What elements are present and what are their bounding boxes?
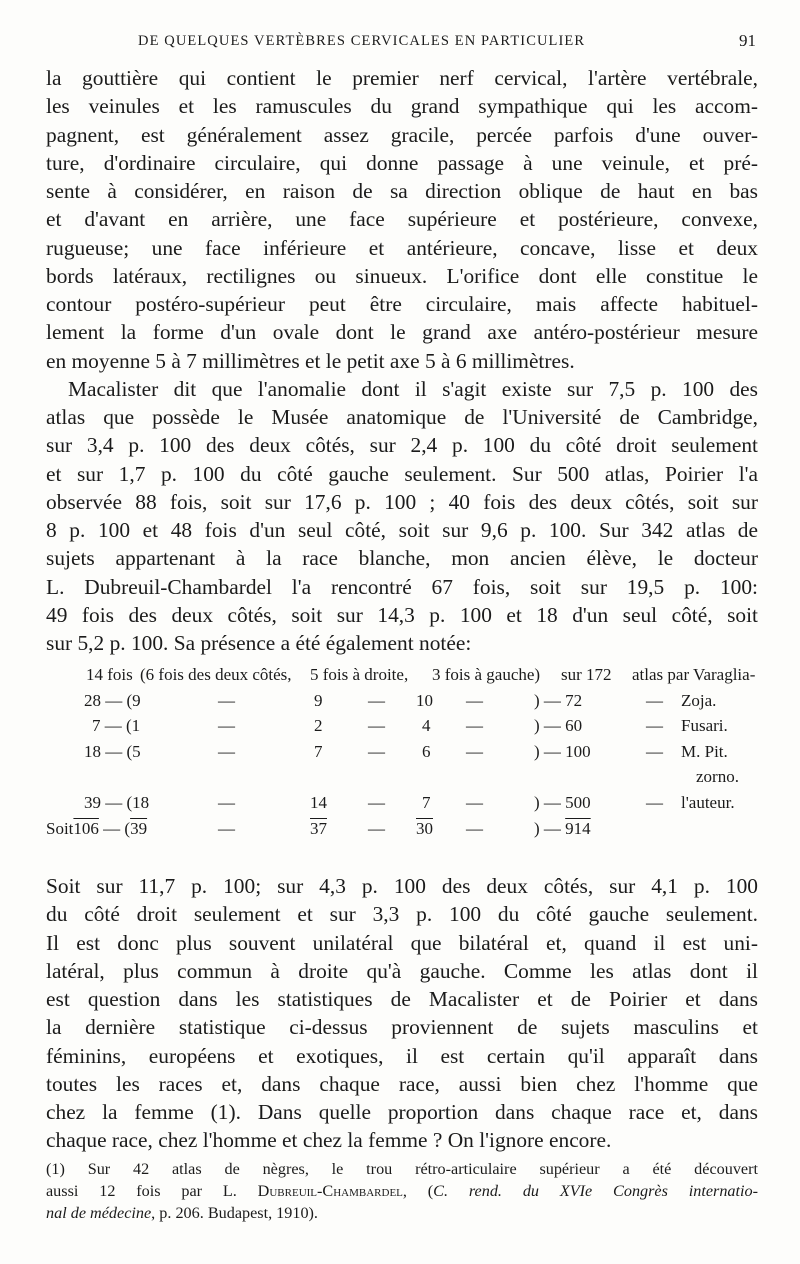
- sum-both: 39: [130, 818, 148, 838]
- footnote-text: aussi 12 fois par L.: [46, 1182, 258, 1200]
- body-text: [46, 64, 758, 657]
- cell-right: 5 fois à droite,: [310, 665, 409, 684]
- text-line: Macalister dit que l'anomalie dont il s'agit existe sur 7,5 p. 100 des: [68, 376, 758, 401]
- paragraph-2: [46, 375, 758, 658]
- cell-dash: —: [368, 792, 385, 812]
- text-line: latéral, plus commun à droite qu'à gauche. Comme les atlas dont il: [46, 958, 758, 983]
- table-header-row: [46, 662, 766, 688]
- cell-dash: —: [466, 818, 483, 838]
- text-line: sur 3,4 p. 100 des deux côtés, sur 2,4 p. 100 du côté droit seulement: [46, 433, 758, 458]
- cell-dash: —: [368, 741, 385, 761]
- cell-total: 14 fois: [86, 665, 133, 684]
- cell-author: Fusari.: [681, 716, 728, 736]
- cell-dash: —: [466, 741, 483, 761]
- cell-left: 10: [416, 690, 433, 710]
- footnote-text: , p. 206. Budapest, 1910).: [151, 1204, 318, 1222]
- text-line: et sur 1,7 p. 100 du côté gauche seulement. Sur 500 atlas, Poirier l'a: [46, 461, 758, 486]
- text-line: chaque race, chez l'homme et chez la femme ? On l'ignore encore.: [46, 1128, 612, 1153]
- text-line: du côté droit seulement et sur 3,3 p. 100 du côté gauche seulement.: [46, 902, 758, 927]
- text-line: atlas que possède le Musée anatomique de l'Université de Cambridge,: [46, 405, 758, 429]
- text-line: sur 5,2 p. 100. Sa présence a été également notée:: [46, 631, 472, 655]
- text-line: ture, d'ordinaire circulaire, qui donne passage à une veinule, et pré-: [46, 150, 758, 175]
- cell-dash: —: [218, 741, 235, 761]
- cell-dash: —: [368, 818, 385, 838]
- text-line: contour postéro-supérieur peut être circulaire, mais affecte habituel-: [46, 292, 758, 316]
- cell-dash: —: [646, 690, 663, 710]
- footnote-text: , (: [402, 1182, 434, 1200]
- cell-author: l'auteur.: [681, 792, 735, 812]
- cell-dash: —: [218, 716, 235, 736]
- text-line: observée 88 fois, soit sur 17,6 p. 100 ; 40 fois des deux côtés, soit sur: [46, 489, 758, 514]
- footnote-line: (1) Sur 42 atlas de nègres, le trou rétro-articulaire supérieur a été découvert: [46, 1160, 758, 1178]
- text-line: 49 fois des deux côtés, soit sur 14,3 p. 100 et 18 d'un seul côté, soit: [46, 602, 758, 627]
- table-row: [46, 713, 766, 739]
- cell-right: 14: [310, 792, 327, 812]
- cell-atlas: ) — 60: [534, 716, 583, 736]
- sum-total: 106: [73, 818, 99, 838]
- text-line: sujets appartenant à la race blanche, mon ancien élève, le docteur: [46, 546, 758, 571]
- cell-dash: —: [218, 792, 235, 812]
- cell-dash: —: [218, 818, 235, 838]
- cell-dash: —: [368, 690, 385, 710]
- footnote-citation: C. rend. du XVIe Congrès internatio-: [433, 1182, 758, 1200]
- sum-sep: — (: [98, 818, 131, 838]
- text-line: féminins, européens et exotiques, il est certain qu'il apparaît dans: [46, 1043, 758, 1068]
- paragraph-3: [46, 872, 758, 1155]
- cell-dash: —: [646, 792, 663, 812]
- table-row-continuation: [46, 764, 766, 790]
- paragraph-1: [46, 64, 758, 375]
- cell-left: 7: [422, 792, 431, 812]
- text-line: chez la femme (1). Dans quelle proportion dans chaque race et, dans: [46, 1100, 758, 1124]
- text-line: la gouttière qui contient le premier nerf cervical, l'artère vertébrale,: [46, 66, 758, 90]
- cell-atlas: ) — 100: [534, 741, 591, 761]
- footnote-line: [46, 1202, 758, 1224]
- sum-atlas: 914: [565, 818, 591, 838]
- cell-left: 30: [416, 818, 433, 838]
- text-line: lement la forme d'un ovale dont le grand axe antéro-postérieur mesure: [46, 320, 758, 345]
- text-line: toutes les races et, dans chaque race, aussi bien chez l'homme que: [46, 1071, 758, 1096]
- cell-right: 37: [310, 818, 327, 838]
- text-line: pagnent, est généralement assez gracile, percée parfois d'une ouver-: [46, 122, 758, 147]
- cell-total: 39 — (18: [84, 792, 150, 812]
- footnote-line: [46, 1180, 758, 1202]
- sum-prefix: Soit: [46, 818, 74, 838]
- text-line: Soit sur 11,7 p. 100; sur 4,3 p. 100 des deux côtés, sur 4,1 p. 100: [46, 874, 758, 898]
- text-line: rugueuse; une face inférieure et antérieure, concave, lisse et deux: [46, 235, 758, 260]
- text-line: Il est donc plus souvent unilatéral que bilatéral et, quand il est uni-: [46, 930, 758, 955]
- cell-author: zorno.: [696, 767, 739, 787]
- text-line: est question dans les statistiques de Macalister et de Poirier et dans: [46, 987, 758, 1011]
- cell-total: 18 — (5: [84, 741, 141, 761]
- cell-total: 28 — (9: [84, 690, 141, 710]
- table-row: [46, 688, 766, 714]
- cell-left: 6: [422, 741, 431, 761]
- cell-dash: —: [218, 690, 235, 710]
- cell-total: 7 — (1: [92, 716, 141, 736]
- cell-atlas: ) — 500: [534, 792, 591, 812]
- text-line: L. Dubreuil-Chambardel l'a rencontré 67 fois, soit sur 19,5 p. 100:: [46, 574, 758, 599]
- text-line: la dernière statistique ci-dessus proviennent de sujets masculins et: [46, 1015, 758, 1040]
- table-sum-row: [46, 816, 766, 842]
- running-head: DE QUELQUES VERTÈBRES CERVICALES EN PARTICULIER: [138, 33, 586, 49]
- table-row: [46, 739, 766, 765]
- text-line: 8 p. 100 et 48 fois d'un seul côté, soit sur 9,6 p. 100. Sur 342 atlas de: [46, 518, 758, 542]
- text-line: les veinules et les ramuscules du grand sympathique qui les accom-: [46, 94, 758, 119]
- footnote-citation: nal de médecine: [46, 1204, 152, 1222]
- text-line: sente à considérer, en raison de sa direction oblique de haut en bas: [46, 179, 758, 203]
- text-line: en moyenne 5 à 7 millimètres et le petit axe 5 à 6 millimètres.: [46, 348, 575, 373]
- cell-atlas: ) — 72: [534, 690, 583, 710]
- cell-author: Zoja.: [681, 690, 717, 710]
- statistics-table: [46, 662, 766, 841]
- cell-left: 4: [422, 716, 431, 736]
- cell-dash: —: [466, 716, 483, 736]
- cell-right: 9: [314, 690, 323, 710]
- cell-atlas: sur 172: [561, 665, 612, 684]
- cell-dash: —: [368, 716, 385, 736]
- page-number: 91: [739, 31, 756, 50]
- cell-dash: —: [466, 690, 483, 710]
- sum-atlas-prefix: ) —: [534, 818, 566, 838]
- cell-author: M. Pit.: [681, 741, 728, 761]
- text-line: et d'avant en arrière, une face supérieure et postérieure, convexe,: [46, 207, 758, 232]
- cell-atlas: [534, 816, 591, 842]
- cell-total: [46, 816, 147, 842]
- footnote-author: Dubreuil-Chambardel: [257, 1182, 403, 1200]
- cell-dash: —: [646, 716, 663, 736]
- cell-right: 7: [314, 741, 323, 761]
- page-header: [46, 30, 758, 54]
- cell-left: 3 fois à gauche): [432, 665, 541, 684]
- text-line: bords latéraux, rectilignes ou sinueux. L'orifice dont elle constitue le: [46, 263, 758, 288]
- cell-author: atlas par Varaglia-: [632, 665, 756, 684]
- cell-dash: —: [466, 792, 483, 812]
- cell-dash: —: [646, 741, 663, 761]
- table-row: [46, 790, 766, 816]
- cell-both: (6 fois des deux côtés,: [140, 665, 292, 684]
- footnote: [46, 1158, 758, 1224]
- cell-right: 2: [314, 716, 323, 736]
